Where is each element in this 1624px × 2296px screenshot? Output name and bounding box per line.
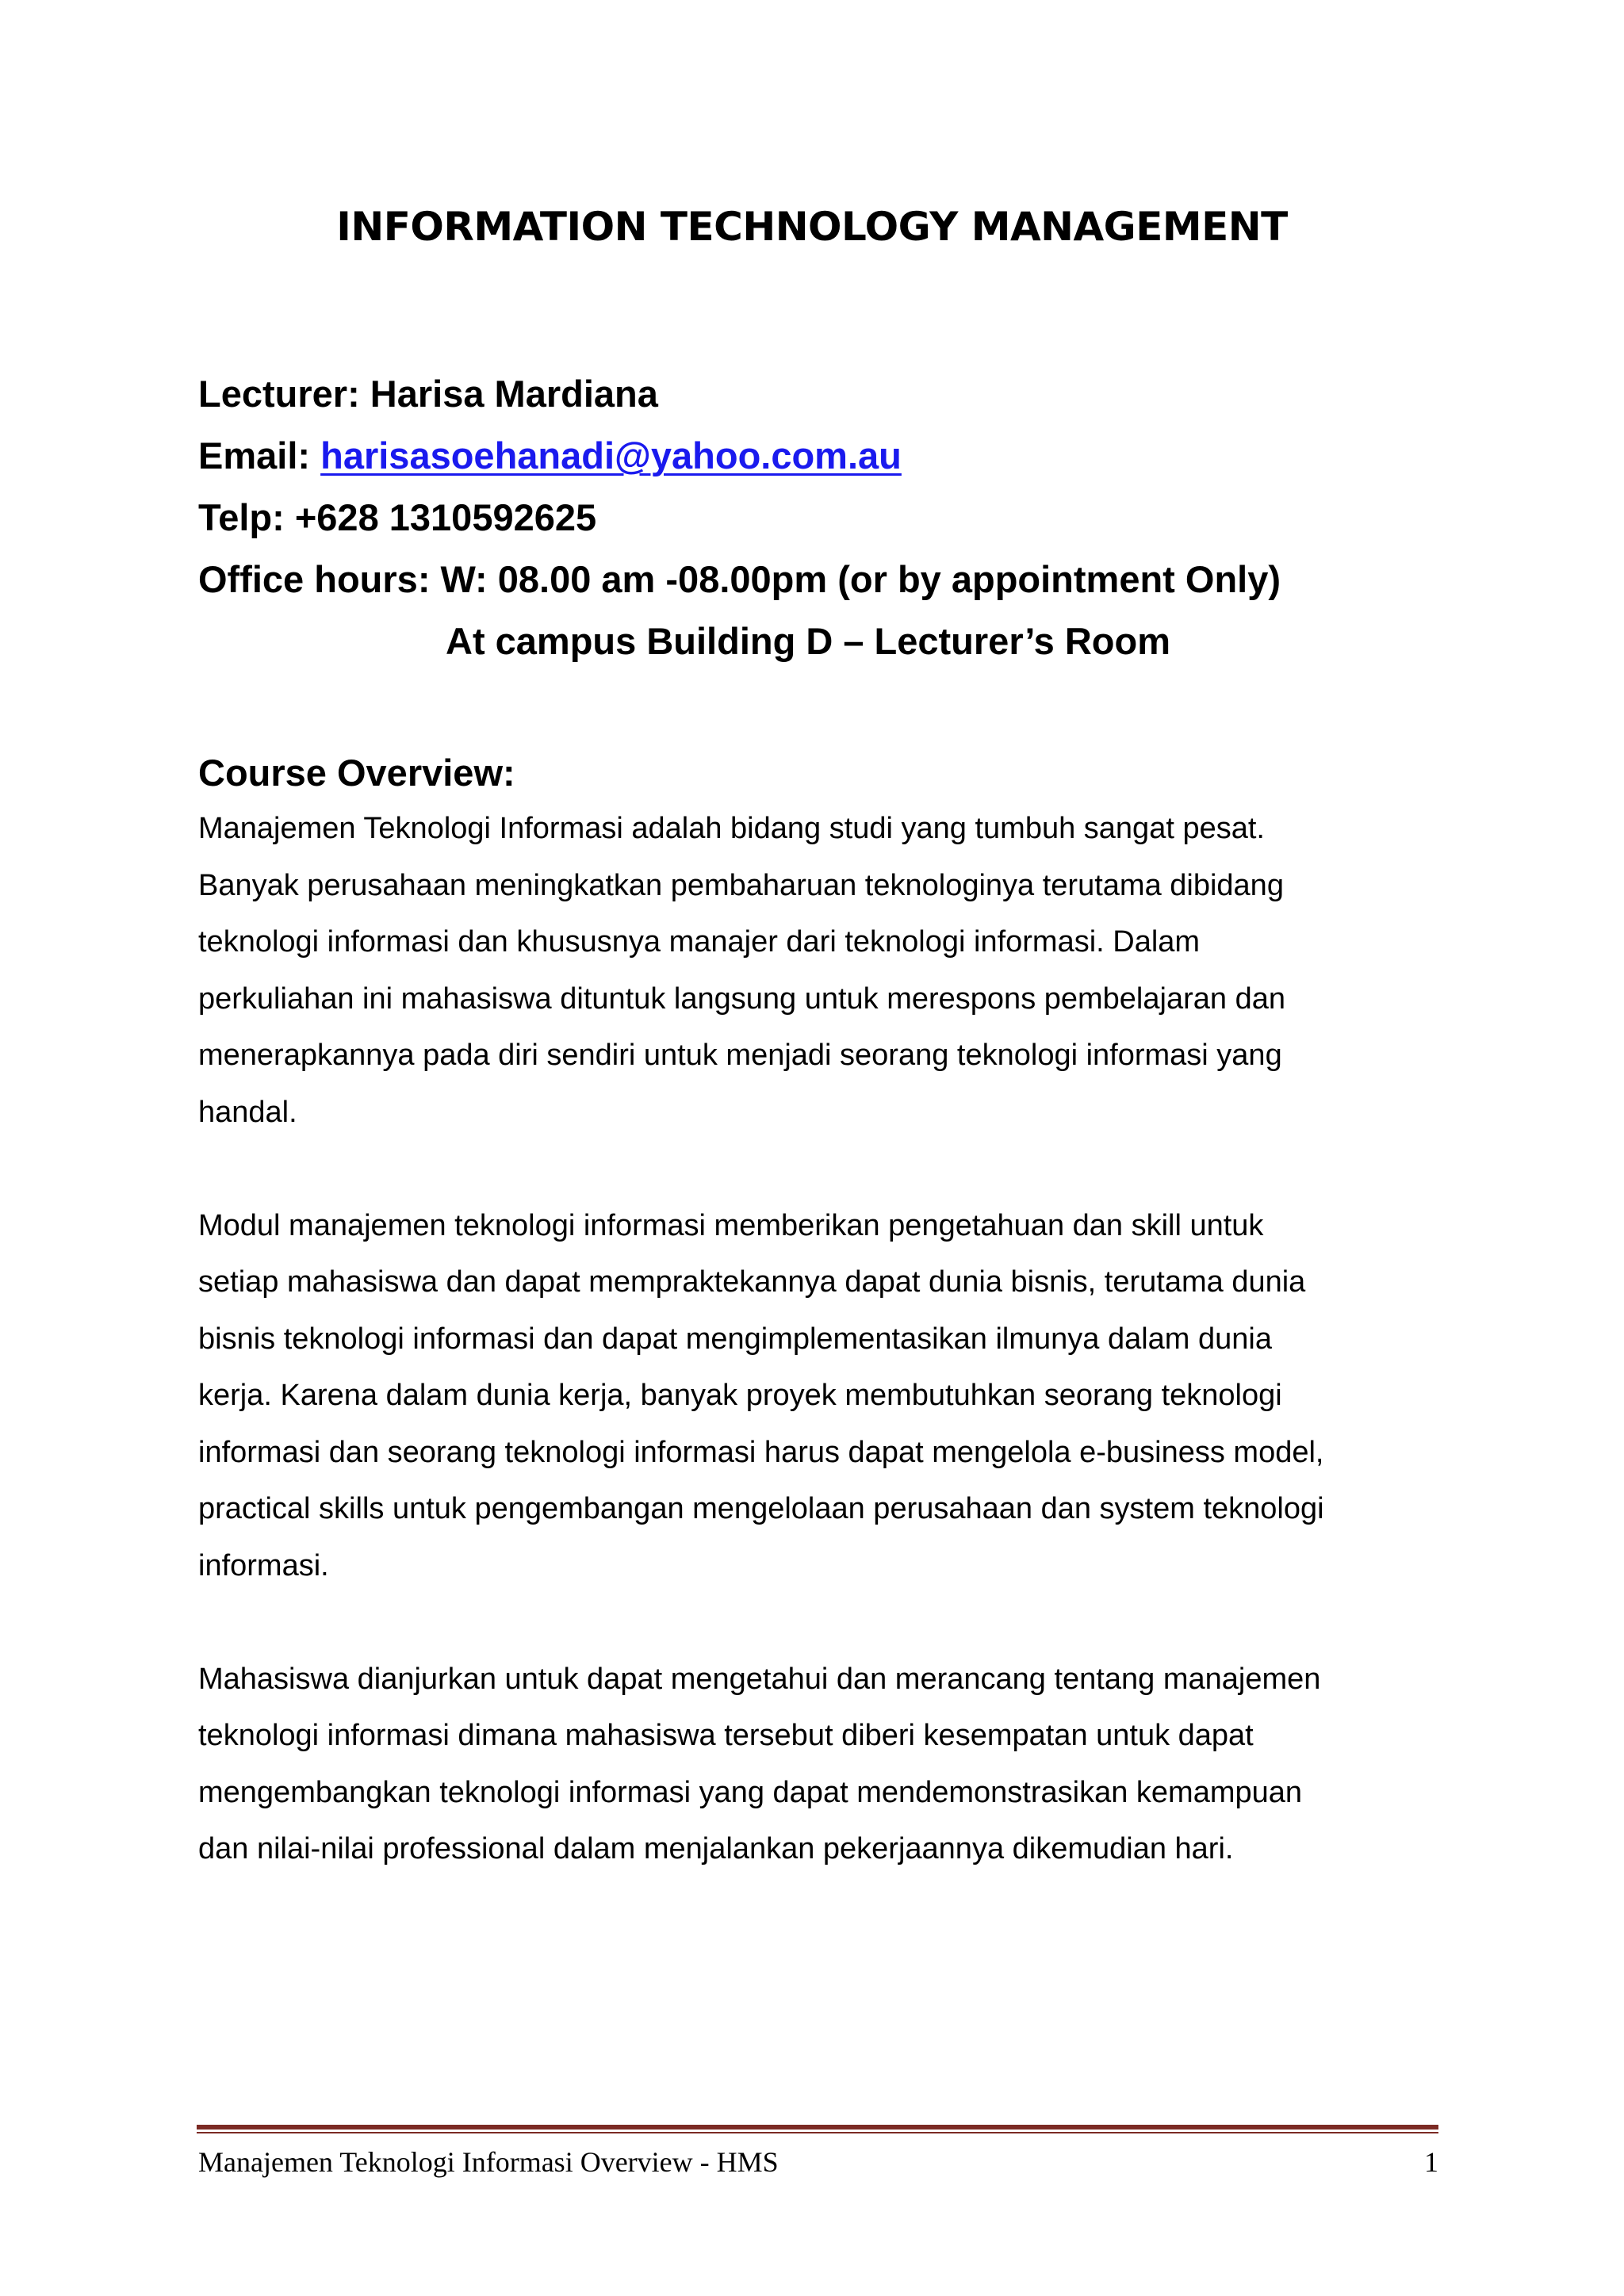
email-label: Email: [198, 434, 311, 476]
contact-block [198, 363, 1467, 672]
paragraph-line: Mahasiswa dianjurkan untuk dapat mengetahui dan merancang tentang manajemen [198, 1662, 1321, 1696]
document-title: INFORMATION TECHNOLOGY MANAGEMENT [336, 204, 1288, 250]
overview-paragraph [198, 1198, 1467, 1595]
office-hours-line: Office hours: W: 08.00 am -08.00pm (or by appointment Only) [198, 558, 1281, 600]
overview-paragraph [198, 1651, 1467, 1878]
office-location-line: At campus Building D – Lecturer’s Room [446, 620, 1171, 662]
paragraph-line: Manajemen Teknologi Informasi adalah bidang studi yang tumbuh sangat pesat. [198, 812, 1265, 845]
overview-paragraph [198, 801, 1467, 1141]
paragraph-line: kerja. Karena dalam dunia kerja, banyak proyek membutuhkan seorang teknologi [198, 1379, 1282, 1412]
email-link[interactable]: harisasoehanadi@yahoo.com.au [320, 434, 902, 476]
page-footer [198, 2142, 1438, 2182]
page-number: 1 [1424, 2146, 1438, 2178]
paragraph-line: mengembangkan teknologi informasi yang dapat mendemonstrasikan kemampuan [198, 1775, 1303, 1809]
email-line [198, 425, 1467, 487]
course-overview-section [198, 745, 1467, 1934]
paragraph-line: informasi dan seorang teknologi informasi harus dapat mengelola e-business model, [198, 1435, 1324, 1469]
overview-paragraphs [198, 801, 1467, 1878]
paragraph-line: dan nilai-nilai professional dalam menjalankan pekerjaannya dikemudian hari. [198, 1832, 1234, 1866]
paragraph-line: bisnis teknologi informasi dan dapat mengimplementasikan ilmunya dalam dunia [198, 1322, 1272, 1356]
lecturer-line: Lecturer: Harisa Mardiana [198, 373, 658, 415]
paragraph-line: Modul manajemen teknologi informasi memberikan pengetahuan dan skill untuk [198, 1208, 1264, 1242]
paragraph-line: Banyak perusahaan meningkatkan pembaharuan teknologinya terutama dibidang [198, 868, 1284, 902]
paragraph-line: informasi. [198, 1548, 329, 1582]
paragraph-line: perkuliahan ini mahasiswa dituntuk langsung untuk merespons pembelajaran dan [198, 982, 1285, 1016]
paragraph-line: practical skills untuk pengembangan mengelolaan perusahaan dan system teknologi [198, 1492, 1324, 1525]
paragraph-line: teknologi informasi dan khususnya manajer dari teknologi informasi. Dalam [198, 925, 1201, 959]
paragraph-line: menerapkannya pada diri sendiri untuk menjadi seorang teknologi informasi yang [198, 1039, 1282, 1072]
paragraph-line: teknologi informasi dimana mahasiswa tersebut diberi kesempatan untuk dapat [198, 1719, 1254, 1752]
footer-divider [197, 2125, 1438, 2133]
course-overview-heading: Course Overview: [198, 752, 515, 794]
paragraph-line: handal. [198, 1095, 297, 1129]
footer-text: Manajemen Teknologi Informasi Overview - HMS [198, 2146, 779, 2178]
paragraph-line: setiap mahasiswa dan dapat mempraktekannya dapat dunia bisnis, terutama dunia [198, 1265, 1306, 1299]
telp-line: Telp: +628 1310592625 [198, 496, 597, 538]
